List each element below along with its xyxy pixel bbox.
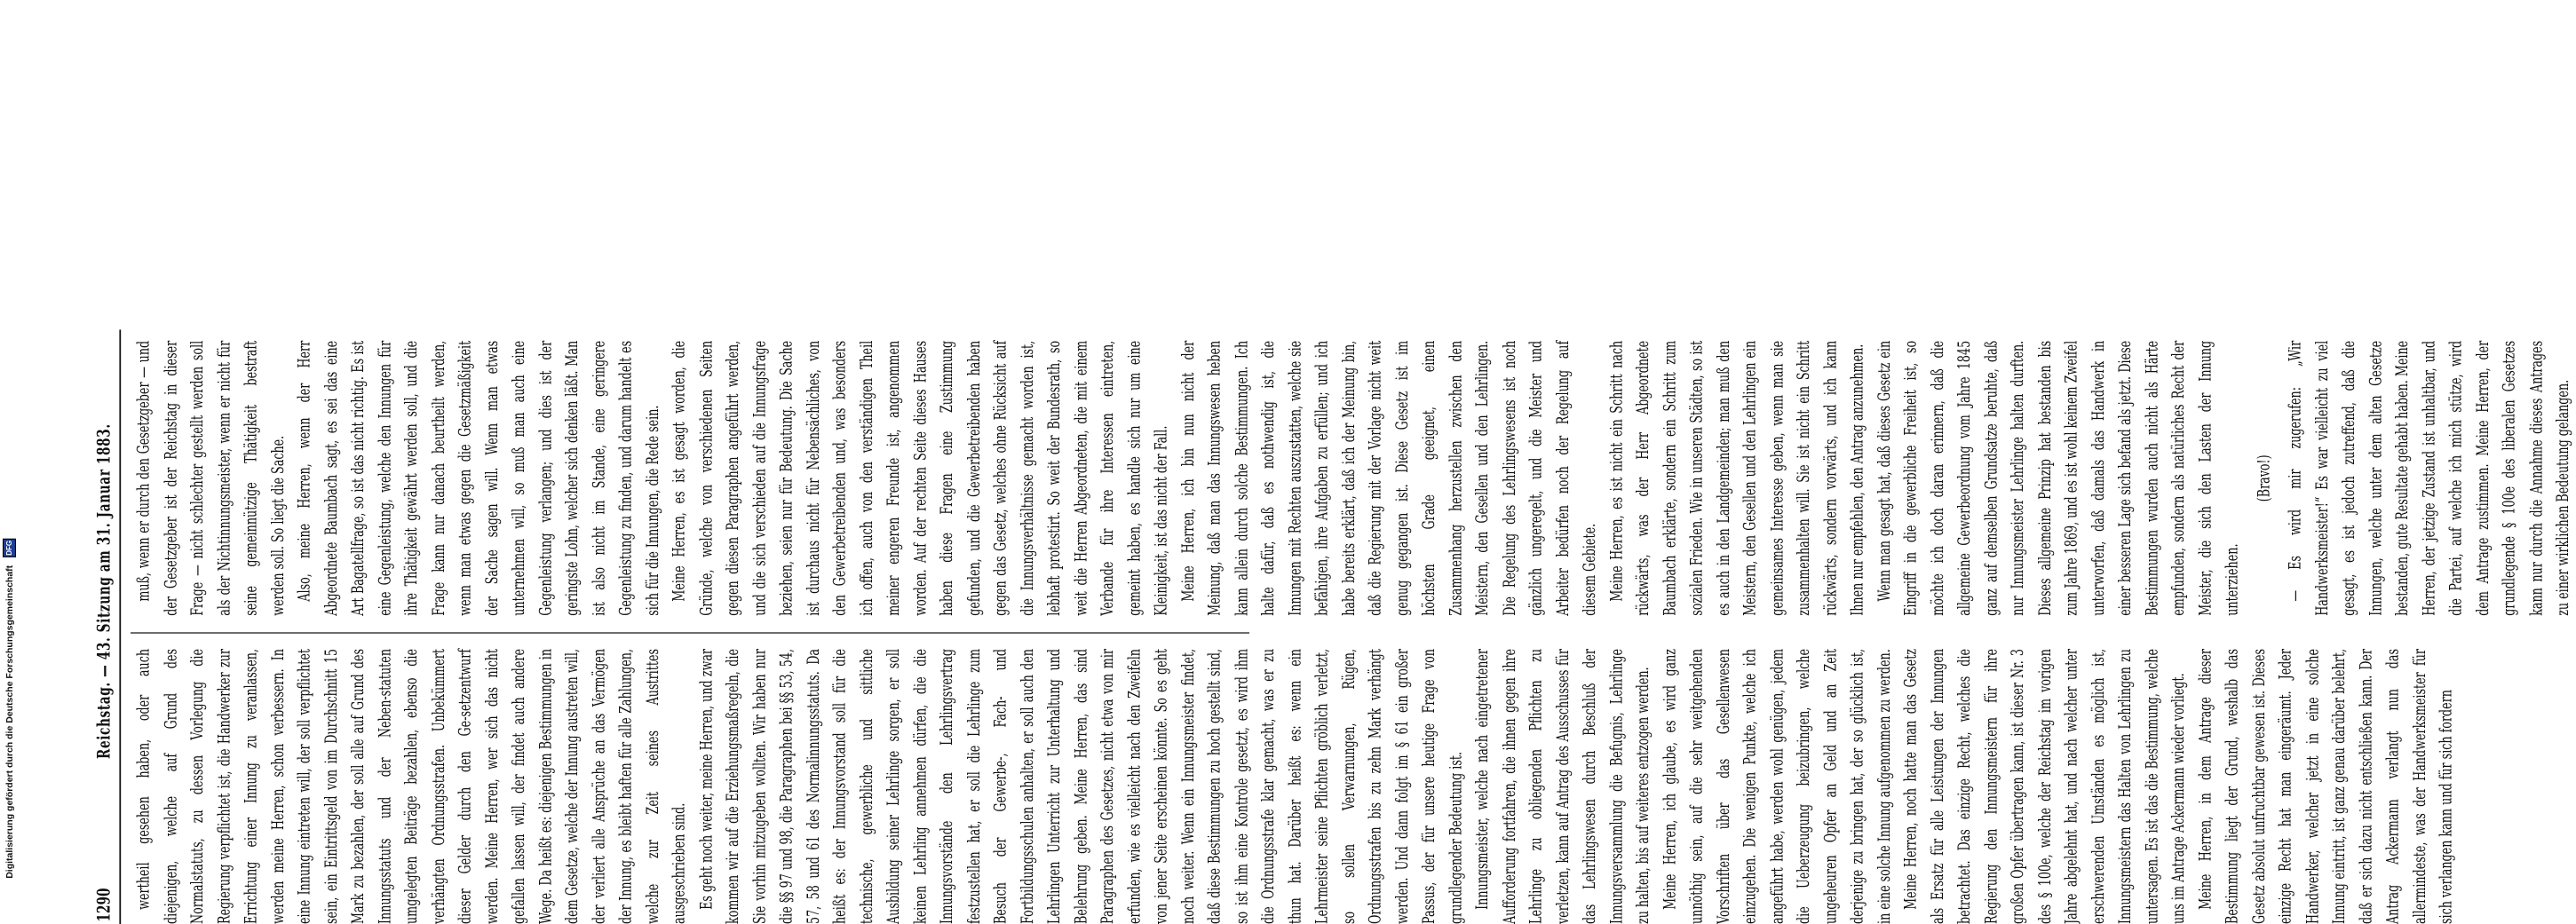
paragraph: Meine Herren, noch hatte man das Gesetz als Ersatz für alle Leistungen der Innungen betrachtet. Das einzige Recht, welches die Regierung den Innungsmeistern für ihre großen Opfer übertragen kann, ist dieser Nr. 3 des § 100e, welche der Reichstag im vorigen Jahre abgelehnt hat, und nach welcher unter erschwerenden Umständen es möglich ist, Innungsmeistern das Halten von Lehrlingen zu untersagen. Es ist das die Bestimmung, welche uns im Antrage Ackermann wieder vorliegt. <box>1900 649 2188 924</box>
paragraph: Meine Herren, ich glaube, es wird ganz unnöthig sein, auf die sehr weitgehenden Vorschriften über das Gesellenwesen einzugehen. Die wenigen Punkte, welche ich angeführt habe, werden wohl genügen, jedem die Ueberzeugung beizubringen, welche ungeheuren Opfer an Geld und an Zeit derjenige zu bringen hat, der so glücklich ist, in eine solche Innung aufgenommen zu werden. <box>1660 649 1893 924</box>
paragraph: muß, wenn er durch den Gesetzgeber — und der Gesetzgeber ist der Reichstag in dieser Frage — nicht schlechter gestellt werden soll als der Nichtinnungsmeister, wenn er nicht für seine gemeinnützige Thätigkeit bestraft werden soll. So liegt die Sache. <box>133 340 287 616</box>
paragraph: Also, meine Herren, wenn der Herr Abgeordnete Baumbach sagt, es sei das eine Art Bagatellfrage, so ist das nicht richtig. Es ist eine Gegenleistung, welche den Innungen für ihre Thätigkeit gewährt werden soll, und die Frage kann nur danach beurtheilt werden, wenn man etwas gegen die Gesetzmäßigkeit der Sache sagen will. Wenn man etwas unternehmen will, so muß man auch eine Gegenleistung verlangen; und dies ist der geringste Lohn, welcher sich denken läßt. Man ist also nicht im Stande, eine geringere Gegenleistung zu finden, und darum handelt es sich für die Innungen, die Rede sein. <box>294 340 662 616</box>
page-title: Reichstag. — 43. Sitzung am 31. Januar 1883. <box>93 423 115 759</box>
sidebar-credit <box>3 539 16 879</box>
left-column <box>131 649 2456 924</box>
page-number: 1290 <box>93 888 115 922</box>
paragraph: Wenn man gesagt hat, daß dieses Gesetz ein Eingriff in die gewerbliche Freiheit ist, so möchte ich doch daran erinnern, daß die allgemeine Gewerbeordnung vom Jahre 1845 ganz auf demselben Grundsatze beruhte, daß nur Innungsmeister Lehrlinge halten durften. Dieses allgemeine Prinzip hat bestanden bis zum Jahre 1869, und es ist wohl keinem Zweifel unterworfen, daß damals das Handwerk in einer besseren Lage sich befand als jetzt. Diese Bestimmungen wurden auch nicht als Härte empfunden, sondern als natürliches Recht der Meister, die sich den Lasten der Innung unterziehen. <box>1874 340 2241 616</box>
paragraph: Es geht noch weiter, meine Herren, und zwar kommen wir auf die Erziehungsmaßregeln, die Sie vorhin mitzugeben wollten. Wir haben nur die §§ 97 und 98, die Paragraphen bei §§ 53, 54, 57, 58 und 61 des Normalinnungsstatuts. Da heißt es: der Innungsvorstand soll für die technische, gewerbliche und sittliche Ausbildung seiner Lehrlinge sorgen, er soll keinen Lehrling annehmen dürfen, die die Innungsvorstände den Lehrlingsvertrag festzustellen hat, er soll die Lehrlinge zum Besuch der Gewerbe-, Fach- und Fortbildungsschulen anhalten, er soll auch den Lehrlingen Unterricht zur Unterhaltung und Belehrung geben. Meine Herren, das sind Paragraphen des Gesetzes, nicht etwa von mir erfunden, wie es vielleicht nach den Zweifeln von jener Seite erscheinen könnte. So es geht noch weiter. Wenn ein Innungsmeister findet, daß diese Bestimmungen zu hoch gestellt sind, so ist ihm eine Kontrole gesetzt, es wird ihm die Ordnungsstrafe klar gemacht, was er zu thun hat. Darüber heißt es: wenn ein Lehrmeister seine Pflichten gröblich verletzt, so sollen Verwarnungen, Rügen, Ordnungsstrafen bis zu zehn Mark verhängt werden. Und dann folgt im § 61 ein großer Passus, der für unsere heutige Frage von grundlegender Bedeutung ist. <box>695 649 1465 924</box>
scanned-page <box>91 329 2572 924</box>
paragraph: Meine Herren, es ist gesagt worden, die Gründe, welche von verschiedenen Seiten gegen diesen Paragraphen angeführt werden, und die sich verschieden auf die Innungsfrage beziehen, seien nur für Bedeutung. Die Sache ist durchaus nicht für Nebensächliches, von den Gewerbetreibenden und, was besonders ich offen, auch von den verständigen Theil meiner engeren Freunde ist, angenommen worden. Auf der rechten Seite dieses Hauses haben diese Fragen eine Zustimmung gefunden, und die Gewerbetreibenden haben gegen das Gesetz, welches ohne Rücksicht auf die Innungsverhältnisse gemacht worden ist, lebhaft protestirt. So weit der Bundesrath, so weit die Herren Abgeordneten, die mit einem Verbande für ihre Interessen eintreten, gemeint haben, es handle sich nur um eine Kleinigkeit, ist das nicht der Fall. <box>669 340 1170 616</box>
paragraph: wertheil gesehen haben, oder auch diejenigen, welche auf Grund des Normalstatuts, zu dessen Vorlegung die Regierung verpflichtet ist, die Handwerker zur Errichtung einer Innung zu veranlassen, werden meine Herren, schon verbessern. In eine Innung eintreten will, der soll verpflichtet sein, ein Eintrittsgeld von im Durchschnitt 15 Mark zu bezahlen, der soll alle auf Grund des Innungsstatuts und der Neben-statuten umgelegten Beiträge bezahlen, ebenso die verhängten Ordnungsstrafen. Unbekümmert dieser Gelder durch den Ge-setzentwurf werden. Meine Herren, wer sich das nicht gefallen lassen will, der findet auch andere Wege. Da heißt es: diejenigen Bestimmungen in dem Gesetze, welche der Innung austreten will, der verliert alle Ansprüche an das Vermögen der Innung, es bleibt haften für alle Zahlungen, welche zur Zeit seines Austrittes ausgeschrieben sind. <box>133 649 689 924</box>
right-column <box>131 340 2572 616</box>
dfg-logo: DFG <box>3 539 16 557</box>
column-divider <box>131 632 1249 633</box>
credit-text: Digitalisierung gefördert durch die Deutsche Forschungsgemeinschaft <box>4 565 15 879</box>
paragraph: — Es wird mir zugerufen: „Wir Handwerksmeister!“ Es war vielleicht zu viel gesagt, es ist jedoch zutreffend, daß die Innungen, welche unter dem alten Gesetze bestanden, gute Resultate gehabt haben. Meine Herren, der jetzige Zustand ist unhaltbar, und die Partei, auf welche ich mich stütze, wird dem Antrage zustimmen. Meine Herren, der grundlegende § 100e des liberalen Gesetzes kann nur durch die Annahme dieses Antrages zu einer wirklichen Bedeutung gelangen. <box>2285 340 2572 616</box>
applause-note: (Bravo!) <box>2253 454 2273 502</box>
paragraph: Meine Herren, in dem Antrage dieser Bestimmung liegt der Grund, weshalb das Gesetz absolut unfruchtbar gewesen ist. Dieses einzige Recht hat man eingeräumt. Jeder Handwerker, welcher jetzt in eine solche Innung eintritt, ist ganz genau darüber belehrt, daß er sich dazu nicht entschließen kann. Der Antrag Ackermann verlangt nun das allermindeste, was der Handwerksmeister für sich verlangen kann und für sich fordern <box>2195 649 2456 924</box>
page-header <box>91 329 121 924</box>
paragraph: Meine Herren, es ist nicht ein Schritt nach rückwärts, was der Herr Abgeordnete Baumbach erklärte, sondern ein Schritt zum sozialen Frieden. Wie in unseren Städten, so ist es auch in den Landgemeinden; man muß den Meistern, den Gesellen und den Lehrlingen ein gemeinsames Interesse geben, wenn man sie zusammenhalten will. Sie ist nicht ein Schritt rückwärts, sondern vorwärts, und ich kann Ihnen nur empfehlen, den Antrag anzunehmen. <box>1605 340 1867 616</box>
paragraph: Innungsmeister, welche nach eingetretener Aufforderung fortfahren, die ihnen gegen ihre Lehrlinge zu obliegenden Pflichten zu verletzen, kann auf Antrag des Ausschusses für das Lehrlingswesen durch Beschluß der Innungsversammlung die Befugnis, Lehrlinge zu halten, bis auf weiteres entzogen werden. <box>1472 649 1653 924</box>
paragraph: Meine Herren, ich bin nun nicht der Meinung, daß man das Innungswesen heben kann allein durch solche Bestimmungen. Ich halte dafür, daß es nothwendig ist, die Innungen mit Rechten auszustatten, welche sie befähigen, ihre Aufgaben zu erfüllen; und ich habe bereits erklärt, daß ich der Meinung bin, daß die Regierung mit der Vorlage nicht weit genug gegangen ist. Diese Gesetz ist im höchsten Grade geeignet, einen Zusammenhang herzustellen zwischen den Meistern, den Gesellen und den Lehrlingen. Die Regelung des Lehrlingswesens ist noch gänzlich ungeregelt, und die Meister und Arbeiter bedürfen noch der Regelung auf diesem Gebiete. <box>1177 340 1599 616</box>
page <box>91 329 2572 924</box>
sidebar <box>0 0 18 888</box>
